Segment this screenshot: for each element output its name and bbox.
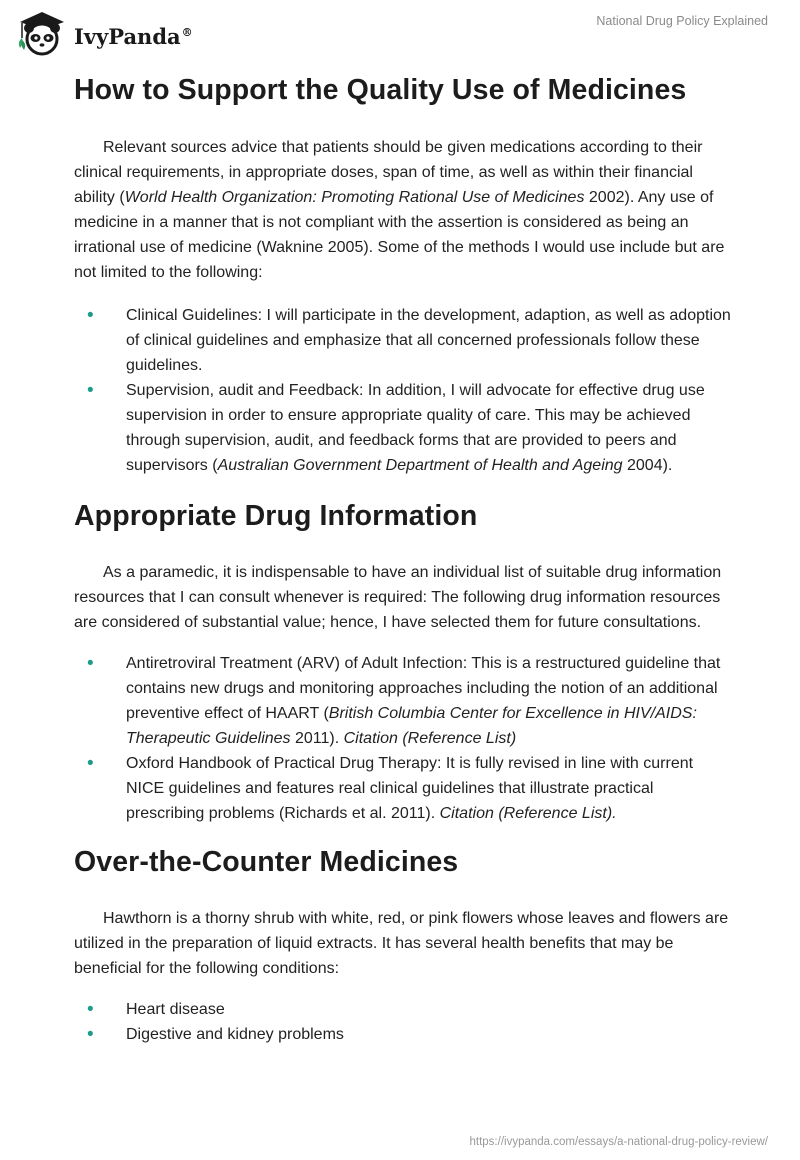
source-url[interactable]: https://ivypanda.com/essays/a-national-drug-policy-review/ [469,1136,768,1148]
list-item [74,303,734,378]
italic-citation: British Columbia Center for Excellence in HIV/AIDS: Therapeutic Guidelines [126,705,697,748]
list-item-text [126,1026,344,1043]
list-item-text [126,655,720,747]
text-run: Hawthorn is a thorny shrub with white, red, or pink flowers whose leaves and flowers are utilized in the preparation of liquid extracts. It has several health benefits that may be beneficial for the following conditions: [74,910,729,978]
text-run: Oxford Handbook of Practical Drug Therapy: It is fully revised in line with current NICE guidelines and features real clinical guidelines that illustrate practical prescribing problems (Richards et al. 2011). [126,755,694,823]
brand-name: IvyPanda® [74,23,193,49]
text-run: Digestive and kidney problems [126,1026,344,1044]
section-paragraph [74,135,734,285]
ivypanda-logo[interactable] [12,8,193,60]
panda-graduate-icon [12,8,70,60]
list-item [74,651,734,751]
document-title: National Drug Policy Explained [596,14,768,28]
bullet-icon: • [87,999,94,1021]
italic-citation: Australian Government Department of Health and Ageing [217,457,623,475]
list-item [74,1022,734,1047]
text-run: Relevant sources advice that patients should be given medications according to their clinical requirements, in appropriate doses, span of time, as well as within their financial ability ( [74,139,703,207]
section-heading: How to Support the Quality Use of Medicines [74,74,687,106]
bullet-icon: • [87,753,94,775]
text-run: Antiretroviral Treatment (ARV) of Adult Infection: This is a restructured guideline that contains new drugs and monitoring approaches including the notion of an additional preventive effect of HAART ( [126,655,721,723]
text-run: Clinical Guidelines: I will participate in the development, adaption, as well as adoption of clinical guidelines and emphasize that all concerned professionals follow these guidelines. [126,307,731,375]
bullet-icon: • [87,1024,94,1046]
bullet-icon: • [87,653,94,675]
list-item-text [126,1001,225,1018]
bullet-list [74,651,734,826]
text-run: 2002). Any use of medicine in a manner that is not compliant with the assertion is considered as being an irrational use of medicine (Waknine 2005). Some of the methods I would use include but are not limited to the following: [74,189,725,282]
bullet-icon: • [87,305,94,327]
text-run: Heart disease [126,1001,225,1019]
italic-citation: Citation (Reference List). [439,805,617,823]
section-heading: Over-the-Counter Medicines [74,846,459,879]
section-heading: Appropriate Drug Information [74,500,478,533]
text-run: As a paramedic, it is indispensable to have an individual list of suitable drug information resources that I can consult whenever is required: The following drug information resources are considered of substantial value; hence, I have selected them for future consultations. [74,564,722,632]
italic-citation: Citation (Reference List) [343,730,517,748]
bullet-icon: • [87,380,94,402]
essay-content [74,58,734,1047]
bullet-list [74,997,734,1047]
list-item [74,751,734,826]
list-item-text [126,307,731,374]
italic-citation: World Health Organization: Promoting Rational Use of Medicines [124,189,585,207]
text-run: 2011). [290,730,344,748]
list-item-text [126,382,705,474]
text-run: 2004). [622,457,673,475]
section-paragraph [74,906,734,981]
bullet-list [74,303,734,478]
section-paragraph [74,560,734,635]
text-run: Supervision, audit and Feedback: In addition, I will advocate for effective drug use supervision in order to ensure appropriate quality of care. This may be achieved through supervision, audit, and feedback forms that are provided to peers and supervisors ( [126,382,705,475]
list-item-text [126,755,693,822]
list-item [74,997,734,1022]
list-item [74,378,734,478]
